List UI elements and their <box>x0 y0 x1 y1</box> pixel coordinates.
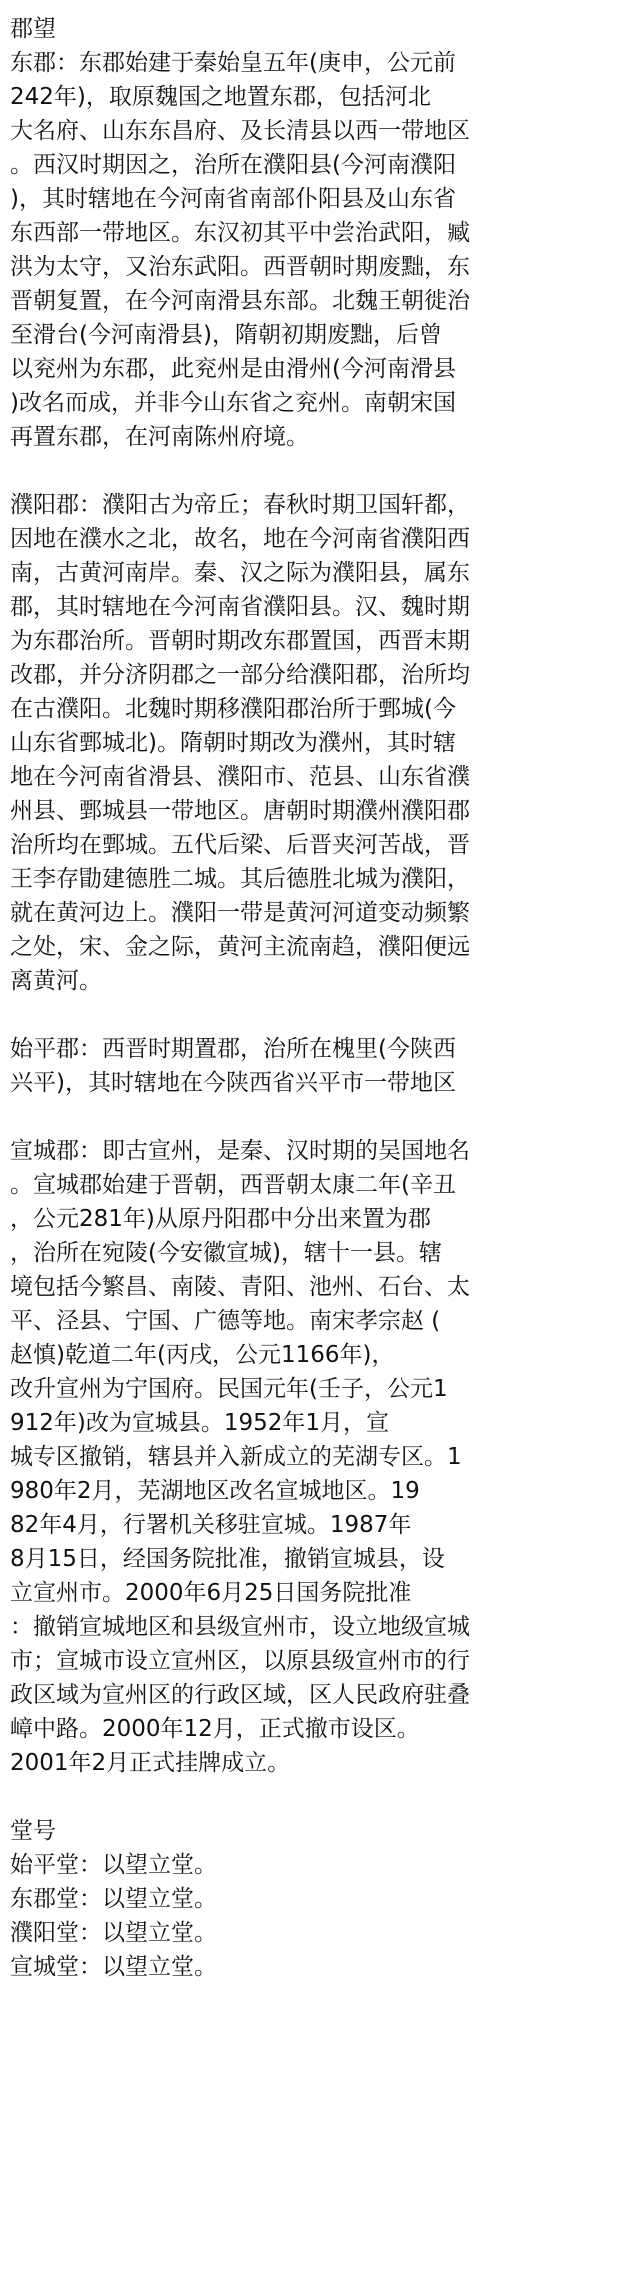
text-line: 市；宣城市设立宣州区，以原县级宣州市的行 <box>10 1648 470 1674</box>
text-line: 东西部一带地区。东汉初其平中尝治武阳，臧 <box>10 220 470 246</box>
text-line: 东郡堂：以望立堂。 <box>10 1886 217 1912</box>
text-line: 再置东郡，在河南陈州府境。 <box>10 424 309 450</box>
text-line: 南，古黄河南岸。秦、汉之际为濮阳县，属东 <box>10 560 470 586</box>
text-line: 之处，宋、金之际，黄河主流南趋，濮阳便远 <box>10 934 470 960</box>
puyang-section <box>10 488 630 998</box>
text-line: 王李存勖建德胜二城。其后德胜北城为濮阳， <box>10 866 470 892</box>
text-line: ，公元281年)从原丹阳郡中分出来置为郡 <box>10 1206 431 1232</box>
text-line: 离黄河。 <box>10 968 102 994</box>
dongjun-section <box>10 46 630 454</box>
paragraph-gap <box>10 1100 630 1134</box>
text-line: 兴平)，其时辖地在今陕西省兴平市一带地区 <box>10 1070 456 1096</box>
text-line: 城专区撤销，辖县并入新成立的芜湖专区。1 <box>10 1444 462 1470</box>
text-line: 宣城堂：以望立堂。 <box>10 1954 217 1980</box>
text-line: 晋朝复置，在今河南滑县东部。北魏王朝徙治 <box>10 288 470 314</box>
document-body <box>10 46 630 1984</box>
text-line: ，治所在宛陵(今安徽宣城)，辖十一县。辖 <box>10 1240 442 1266</box>
text-line: 就在黄河边上。濮阳一带是黄河河道变动频繁 <box>10 900 470 926</box>
text-line: 为东郡治所。晋朝时期改东郡置国，西晋末期 <box>10 628 470 654</box>
shiping-section <box>10 1032 630 1100</box>
text-line: )，其时辖地在今河南省南部仆阳县及山东省 <box>10 186 456 212</box>
text-line: 因地在濮水之北，故名，地在今河南省濮阳西 <box>10 526 470 552</box>
text-line: 8月15日，经国务院批准，撤销宣城县，设 <box>10 1546 445 1572</box>
text-line: 242年)，取原魏国之地置东郡，包括河北 <box>10 84 431 110</box>
tanghao-section <box>10 1814 630 1984</box>
text-line: 。西汉时期因之，治所在濮阳县(今河南濮阳 <box>10 152 456 178</box>
text-line: 至滑台(今河南滑县)，隋朝初期废黜，后曾 <box>10 322 442 348</box>
paragraph-gap <box>10 1780 630 1814</box>
text-line: 东郡：东郡始建于秦始皇五年(庚申，公元前 <box>10 50 456 76</box>
text-line: 境包括今繁昌、南陵、青阳、池州、石台、太 <box>10 1274 470 1300</box>
text-line: 始平堂：以望立堂。 <box>10 1852 217 1878</box>
text-line: )改名而成，并非今山东省之兖州。南朝宋国 <box>10 390 456 416</box>
text-line: 宣城郡：即古宣州，是秦、汉时期的吴国地名 <box>10 1138 470 1164</box>
text-line: 平、泾县、宁国、广德等地。南宋孝宗赵 ( <box>10 1308 441 1334</box>
text-line: 980年2月，芜湖地区改名宣城地区。19 <box>10 1478 420 1504</box>
paragraph-gap <box>10 454 630 488</box>
text-line: 郡，其时辖地在今河南省濮阳县。汉、魏时期 <box>10 594 470 620</box>
text-line: 濮阳郡：濮阳古为帝丘；春秋时期卫国轩都， <box>10 492 470 518</box>
text-line: 山东省鄄城北)。隋朝时期改为濮州，其时辖 <box>10 730 456 756</box>
text-line: ：撤销宣城地区和县级宣州市，设立地级宣城 <box>10 1614 470 1640</box>
page-heading: 郡望 <box>10 16 56 42</box>
text-line: 。宣城郡始建于晋朝，西晋朝太康二年(辛丑 <box>10 1172 456 1198</box>
text-line: 濮阳堂：以望立堂。 <box>10 1920 217 1946</box>
text-line: 赵慎)乾道二年(丙戌，公元1166年)， <box>10 1342 395 1368</box>
text-line: 洪为太守，又治东武阳。西晋朝时期废黜，东 <box>10 254 470 280</box>
text-line: 2001年2月正式挂牌成立。 <box>10 1750 291 1776</box>
text-line: 82年4月，行署机关移驻宣城。1987年 <box>10 1512 412 1538</box>
text-line: 912年)改为宣城县。1952年1月，宣 <box>10 1410 390 1436</box>
text-line: 治所均在鄄城。五代后梁、后晋夹河苦战，晋 <box>10 832 470 858</box>
text-line: 始平郡：西晋时期置郡，治所在槐里(今陕西 <box>10 1036 456 1062</box>
text-line: 地在今河南省滑县、濮阳市、范县、山东省濮 <box>10 764 470 790</box>
text-line: 政区域为宣州区的行政区域，区人民政府驻叠 <box>10 1682 470 1708</box>
text-line: 改升宣州为宁国府。民国元年(壬子，公元1 <box>10 1376 448 1402</box>
text-line: 以兖州为东郡，此兖州是由滑州(今河南滑县 <box>10 356 456 382</box>
text-line: 州县、鄄城县一带地区。唐朝时期濮州濮阳郡 <box>10 798 470 824</box>
text-line: 改郡，并分济阴郡之一部分给濮阳郡，治所均 <box>10 662 470 688</box>
text-line: 大名府、山东东昌府、及长清县以西一带地区 <box>10 118 470 144</box>
text-line: 在古濮阳。北魏时期移濮阳郡治所于鄄城(今 <box>10 696 456 722</box>
xuancheng-section <box>10 1134 630 1780</box>
text-line: 堂号 <box>10 1818 56 1844</box>
text-line: 立宣州市。2000年6月25日国务院批准 <box>10 1580 412 1606</box>
text-line: 嶂中路。2000年12月，正式撤市设区。 <box>10 1716 420 1742</box>
paragraph-gap <box>10 998 630 1032</box>
